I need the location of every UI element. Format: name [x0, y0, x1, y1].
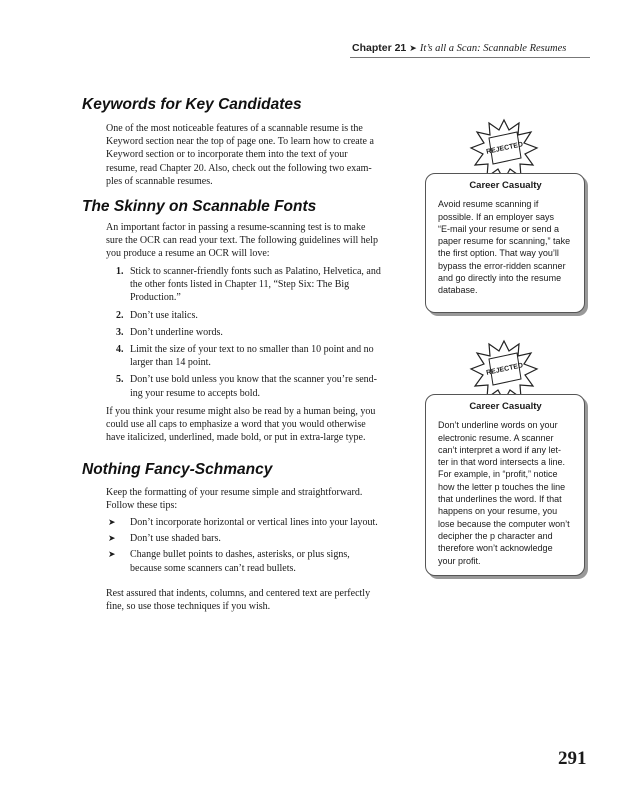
text-line: electronic resume. A scanner [438, 432, 554, 443]
text-line: have italicized, underlined, made bold, or put in extra-large type. [106, 432, 366, 444]
list-item [106, 516, 426, 529]
career-casualty-sidebar [425, 394, 585, 576]
section-heading-keywords: Keywords for Key Candidates [82, 96, 302, 113]
text-line: Don’t underline words. [130, 326, 223, 338]
section-heading-fonts: The Skinny on Scannable Fonts [82, 198, 317, 215]
text-line: Follow these tips: [106, 500, 178, 512]
career-casualty-sidebar [425, 173, 585, 313]
list-item [106, 532, 426, 545]
text-line: the first option. That way you’ll [438, 248, 559, 259]
list-number: 4. [116, 344, 124, 356]
text-line: therefore won’t acknowledge [438, 543, 553, 554]
keywords-paragraph [106, 122, 416, 188]
list-item [106, 343, 416, 369]
list-item [106, 548, 426, 574]
stamp-text: REJECTED [485, 141, 524, 156]
text-line: fine, so use those techniques if you wish. [106, 601, 271, 613]
section-heading-fancy: Nothing Fancy-Schmancy [82, 461, 273, 478]
arrow-bullet-icon: ➤ [108, 549, 116, 560]
text-line: An important factor in passing a resume-scanning test is to make [106, 222, 366, 233]
arrow-bullet-icon: ➤ [108, 533, 116, 544]
text-line: Keep the formatting of your resume simple and straightforward. [106, 487, 363, 498]
text-line: because some scanners can’t read bullets. [130, 562, 296, 574]
text-line: paper resume for scanning,” take [438, 236, 571, 247]
running-header [352, 42, 566, 54]
text-line: ples of scannable resumes. [106, 175, 213, 187]
text-line: can’t interpret a word if any let- [438, 444, 562, 455]
text-line: database. [438, 285, 478, 296]
page-number: 291 [558, 748, 587, 769]
fancy-intro-paragraph [106, 486, 416, 512]
fancy-bullet-list [106, 516, 426, 578]
fonts-intro-paragraph [106, 221, 416, 261]
sidebar-title: Career Casualty [469, 401, 542, 412]
header-chapter-label: Chapter 21 [352, 42, 407, 54]
text-line: larger than 14 point. [130, 357, 211, 369]
list-item [106, 265, 416, 305]
list-number: 1. [116, 266, 124, 277]
text-line: resume, read Chapter 20. Also, check out the following two exam- [106, 162, 372, 174]
text-line: how the letter p touches the line [438, 481, 566, 492]
text-line: you produce a resume an OCR will love: [106, 248, 270, 260]
text-line: “E-mail your resume or send a [438, 223, 560, 234]
text-line: lose because the computer won’t [438, 518, 570, 529]
text-line: Don’t use italics. [130, 309, 198, 321]
text-line: could use all caps to emphasize a word that you would otherwise [106, 419, 366, 431]
text-line: ter in that word intersects a line. [438, 457, 566, 468]
text-line: Keyword section near the top of page one. To learn how to create a [106, 136, 374, 148]
text-line: Don’t underline words on your [438, 420, 558, 431]
text-line: Don’t incorporate horizontal or vertical lines into your layout. [130, 517, 378, 528]
arrow-bullet-icon: ➤ [108, 517, 116, 527]
text-line: bypass the error-ridden scanner [438, 260, 566, 271]
list-number: 2. [116, 309, 124, 321]
list-item [106, 326, 416, 339]
text-line: Don’t use shaded bars. [130, 533, 221, 545]
text-line: possible. If an employer says [438, 211, 555, 222]
text-line: If you think your resume might also be read by a human being, you [106, 406, 376, 417]
text-line: happens on your resume, you [438, 506, 558, 517]
fancy-outro-paragraph [106, 587, 416, 613]
fonts-outro-paragraph [106, 405, 416, 445]
list-item [106, 309, 416, 322]
stamp-text: REJECTED [485, 362, 524, 377]
text-line: your profit. [438, 555, 481, 566]
text-line: Avoid resume scanning if [438, 199, 539, 210]
text-line: Stick to scanner-friendly fonts such as Palatino, Helvetica, and [130, 266, 381, 277]
text-line: and go directly into the resume [438, 273, 562, 284]
text-line: sure the OCR can read your text. The following guidelines will help [106, 235, 378, 247]
text-line: Limit the size of your text to no smaller than 10 point and no [130, 344, 374, 356]
text-line: One of the most noticeable features of a scannable resume is the [106, 123, 363, 134]
header-rule [350, 57, 590, 58]
text-line: Keyword section or to incorporate them into the text of your [106, 149, 348, 161]
fonts-numbered-list [106, 265, 416, 404]
list-item [106, 373, 416, 399]
text-line: decipher the p character and [438, 530, 553, 541]
text-line: For example, in “profit,” notice [438, 469, 558, 480]
text-line: that underlines the word. If that [438, 494, 562, 505]
text-line: Rest assured that indents, columns, and centered text are perfectly [106, 588, 371, 599]
list-number: 5. [116, 374, 124, 386]
list-number: 3. [116, 326, 124, 338]
header-subtitle: It’s all a Scan: Scannable Resumes [419, 43, 567, 54]
text-line: the other fonts listed in Chapter 11, “Step Six: The Big [130, 279, 350, 291]
text-line: ing your resume to accepts bold. [130, 387, 260, 399]
sidebar-title: Career Casualty [469, 180, 542, 191]
text-line: Production.” [130, 292, 181, 304]
text-line: Don’t use bold unless you know that the scanner you’re send- [130, 374, 377, 386]
text-line: Change bullet points to dashes, asterisks, or plus signs, [130, 549, 350, 561]
header-arrow-icon: ➤ [409, 43, 417, 53]
